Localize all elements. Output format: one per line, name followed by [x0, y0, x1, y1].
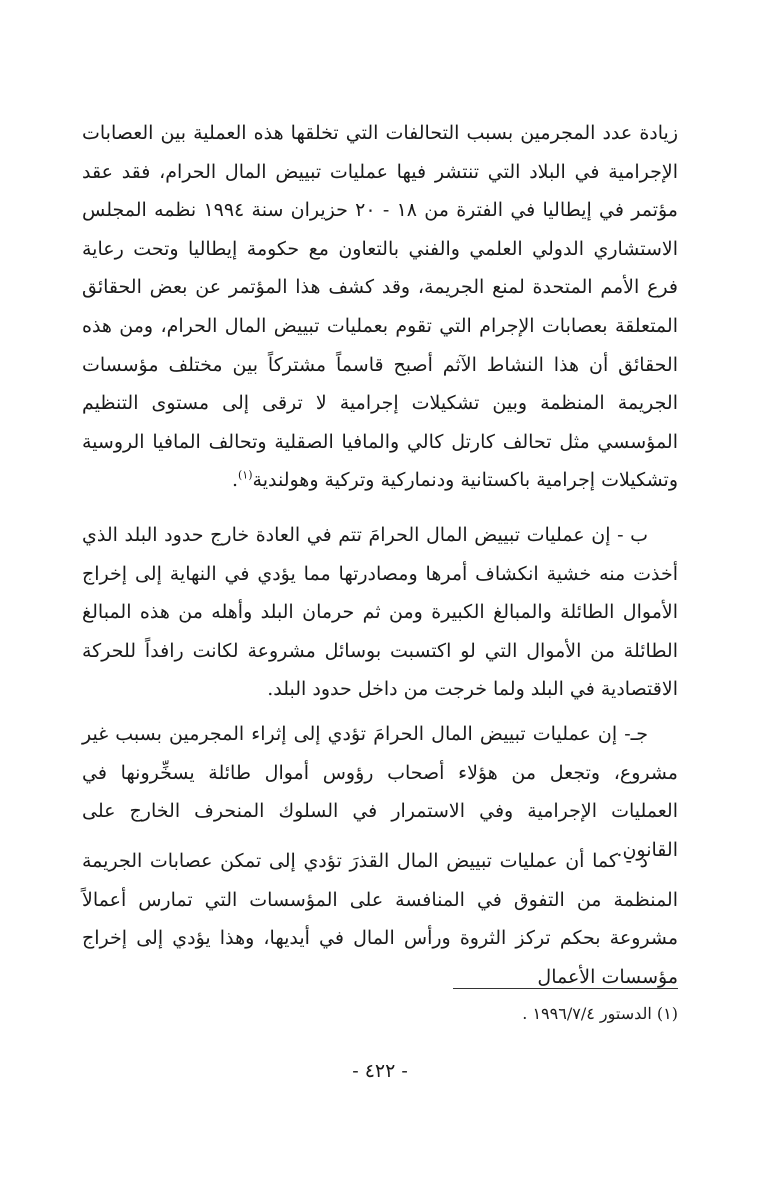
- page-number: - ٤٢٢ -: [352, 1060, 408, 1082]
- paragraph-2: ب - إن عمليات تبييض المال الحرامَ تتم في العادة خارج حدود البلد الذي أخذت منه خشية انكشاف أمرها ومصادرتها مما يؤدي في النهاية إلى إخراج الأموال الطائلة والمبالغ الكبيرة ومن ثم حرمان البلد وأهله من هذه المبالغ الطائلة من الأموال التي لو اكتسبت بوسائل مشروعة لكانت رافداً للحركة الاقتصادية في البلد ولما خرجت من داخل حدود البلد.: [82, 524, 678, 701]
- paragraph-1: [82, 114, 678, 500]
- footnote-marker[interactable]: (١): [238, 469, 253, 483]
- paragraph-1-text: زيادة عدد المجرمين بسبب التحالفات التي تخلقها هذه العملية بين العصابات الإجرامية في البلاد التي تنتشر فيها عمليات تبييض المال الحرام، فقد عقد مؤتمر في إيطاليا في الفترة من ١٨ - ٢٠ حزيران سنة ١٩٩٤ نظمه المجلس الاستشاري الدولي العلمي والفني بالتعاون مع حكومة إيطاليا وتحت رعاية فرع الأمم المتحدة لمنع الجريمة، وقد كشف هذا المؤتمر عن بعض الحقائق المتعلقة بعصابات الإجرام التي تقوم بعمليات تبييض المال الحرام، ومن هذه الحقائق أن هذا النشاط الآثم أصبح قاسماً مشتركاً بين مختلف مؤسسات الجريمة المنظمة وبين تشكيلات إجرامية لا ترقى إلى مستوى التنظيم المؤسسي مثل تحالف كارتل كالي والمافيا الصقلية وتحالف المافيا الروسية وتشكيلات إجرامية باكستانية ودنماركية وتركية وهولندية: [82, 122, 678, 492]
- footnote-divider: [453, 988, 678, 989]
- paragraph-3: جـ- إن عمليات تبييض المال الحرامَ تؤدي إلى إثراء المجرمين بسبب غير مشروع، وتجعل من هؤلاء أصحاب رؤوس أموال طائلة يسخِّرونها في العمليات الإجرامية وفي الاستمرار في السلوك المنحرف الخارج على القانون.: [82, 723, 678, 861]
- paragraph-4: د - كما أن عمليات تبييض المال القذرَ تؤدي إلى تمكن عصابات الجريمة المنظمة من التفوق في المنافسة على المؤسسات التي تمارس أعمالاً مشروعة بحكم تركز الثروة ورأس المال في أيديها، وهذا يؤدي إلى إخراج مؤسسات الأعمال: [82, 850, 679, 988]
- footnote: (١) الدستور ١٩٩٦/٧/٤ .: [522, 1004, 678, 1023]
- paragraph-1-end: .: [231, 469, 238, 492]
